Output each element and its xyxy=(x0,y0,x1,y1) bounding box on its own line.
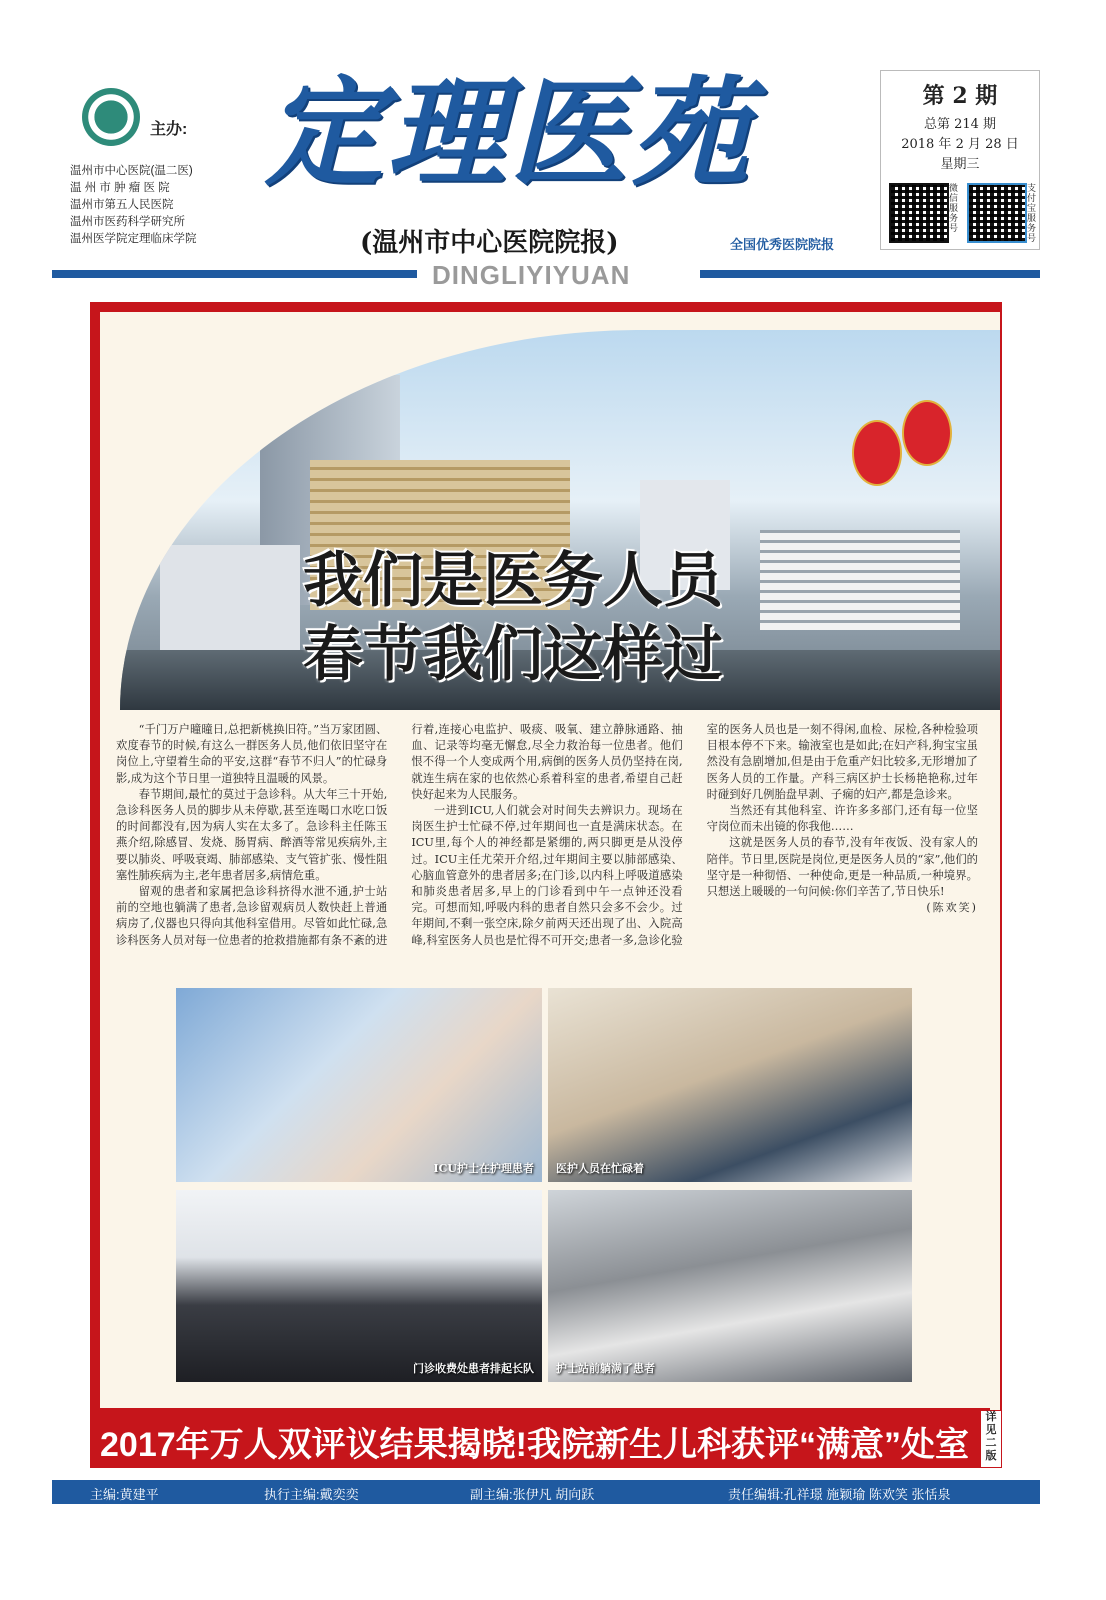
see-page-two-label[interactable]: 详见二版 xyxy=(980,1410,1002,1468)
feature-headline-line1: 我们是医务人员 xyxy=(303,546,723,616)
photo-caption: 护士站前躺满了患者 xyxy=(556,1362,655,1375)
article-paragraph: “千门万户曈曈日,总把新桃换旧符。”当万家团圆、欢度春节的时候,有这么一群医务人员,他们依旧坚守在岗位上,守望着生命的平安,这群“春节不归人”的忙碌身影,成为这个节日里一道独特且温暖的风景。 xyxy=(116,723,388,785)
masthead-rule-left xyxy=(52,270,417,278)
hospital-logo xyxy=(82,88,140,146)
issue-weekday: 星期三 xyxy=(940,157,980,172)
newspaper-title: 定理医苑 xyxy=(265,63,754,202)
alipay-qr-code[interactable] xyxy=(967,183,1027,243)
chief-editor: 主编:黄建平 xyxy=(90,1487,159,1502)
issue-date: 2018 年 2 月 28 日 xyxy=(901,137,1019,152)
responsible-editors: 责任编辑:孔祥璟 施颖瑜 陈欢笑 张恬泉 xyxy=(728,1487,951,1502)
sponsor-label: 主办: xyxy=(150,121,188,138)
article-paragraph: 留观的患者和家属把急诊科挤得水泄不通,护士站前的空地也躺满了患者,急诊留观病员人数快赶上普通病房了,仪器也只得向其他科室借用。尽管如此忙碌,急诊科医务人员对每一位患者的抢救措施都有条不紊的进行着,连接心电监护、吸痰、吸氧、建立静脉通路、抽血、记录等均毫无懈怠,尽全力救治每一位患者。他们恨不得一个人变成两个用,病倒的医务人员仍坚持在岗,就连生病在家的也依然心系着科室的患者,希望自己赶快好起来为人民服务。 xyxy=(116,723,683,947)
photo-nurse-station xyxy=(548,988,912,1182)
award-label: 全国优秀医院院报 xyxy=(730,237,835,252)
photo-caption: 医护人员在忙碌着 xyxy=(556,1162,644,1175)
wechat-qr-label: 微信服务号 xyxy=(949,183,959,233)
newspaper-subtitle: (温州市中心医院院报) xyxy=(360,228,619,258)
sponsor-item: 温州市第五人民医院 xyxy=(70,199,174,211)
lantern-icon xyxy=(852,420,902,486)
photo-corridor-patients xyxy=(548,1190,912,1382)
feature-article xyxy=(116,722,978,967)
article-paragraph-text: 这就是医务人员的春节,没有年夜饭、没有家人的陪伴。节日里,医院是岗位,更是医务人员的“家”,他们的坚守是一种彻悟、一种使命,更是一种品质,一种境界。只想送上暖暖的一句问候:你们辛苦了,节日快乐! xyxy=(706,836,978,899)
wechat-qr-code[interactable] xyxy=(889,183,949,243)
article-paragraph xyxy=(706,835,978,915)
deputy-editors: 副主编:张伊凡 胡向跃 xyxy=(470,1487,595,1502)
article-author: (陈欢笑) xyxy=(926,901,978,915)
issue-number: 第 2 期 xyxy=(922,83,998,109)
sponsor-list xyxy=(70,163,230,248)
sponsor-item: 温州医学院定理临床学院 xyxy=(70,233,197,245)
executive-editor: 执行主编:戴奕奕 xyxy=(264,1487,359,1502)
sponsor-item: 温州市中心医院(温二医) xyxy=(70,165,193,177)
masthead-rule-right xyxy=(700,270,1040,278)
lanterns-decoration xyxy=(850,400,950,540)
alipay-qr-label: 支付宝服务号 xyxy=(1027,183,1037,243)
photo-caption: 门诊收费处患者排起长队 xyxy=(413,1362,534,1375)
sponsor-item: 温 州 市 肿 瘤 医 院 xyxy=(70,182,170,194)
feature-headline-line2: 春节我们这样过 xyxy=(303,620,723,690)
news-headline[interactable]: 2017年万人双评议结果揭晓!我院新生儿科获评“满意”处室 xyxy=(100,1426,969,1464)
article-paragraph: 当然还有其他科室、许许多多部门,还有每一位坚守岗位而未出镜的你我他…… xyxy=(706,804,978,834)
pinyin-title: DINGLIYIYUAN xyxy=(432,260,631,290)
lantern-icon xyxy=(902,400,952,466)
sponsor-item: 温州市医药科学研究所 xyxy=(70,216,185,228)
editor-credits-bar xyxy=(52,1480,1040,1504)
photo-icu xyxy=(176,988,542,1182)
article-paragraph: 一进到ICU,人们就会对时间失去辨识力。现场在岗医生护士忙碌不停,过年期间也一直是满床状态。在ICU里,每个人的神经都是紧绷的,两只脚更是从没停过。ICU主任尤荣开介绍,过年期间主要以肺部感染、心脑血管意外的患者居多;在门诊,以内科上呼吸道感染和肺炎患者居多,早上的门诊看到中午一点钟还没看完。可想而知,呼吸内科的患者自然只会多不会少。过年期间,不剩一张空床,除夕前两天还出现了出、入院高峰,科室医务人员也是忙得不可开交;患者一多,急诊化验室的医务人员也是一刻不得闲,血检、尿检,各种检验项目根本停不下来。输液室也是如此;在妇产科,狗宝宝虽然没有急剧增加,但是由于危重产妇比较多,无形增加了医务人员的工作量。产科三病区护士长杨艳艳称,过年时碰到好几例胎盘早剥、子痫的妇产,都是急诊来。 xyxy=(411,723,978,947)
issue-total: 总第 214 期 xyxy=(923,117,997,132)
article-paragraph: 春节期间,最忙的莫过于急诊科。从大年三十开始,急诊科医务人员的脚步从未停歇,甚至连喝口水吃口饭的时间都没有,因为病人实在太多了。急诊科主任陈玉燕介绍,除感冒、发烧、肠胃病、醉酒等常见疾病外,主要以肺炎、呼吸衰竭、肺部感染、支气管扩张、慢性阻塞性肺疾病为主,老年患者居多,病情危重。 xyxy=(116,787,388,882)
photo-caption: ICU护士在护理患者 xyxy=(433,1162,534,1175)
issue-info-box xyxy=(880,70,1040,250)
photo-outpatient-queue xyxy=(176,1190,542,1382)
